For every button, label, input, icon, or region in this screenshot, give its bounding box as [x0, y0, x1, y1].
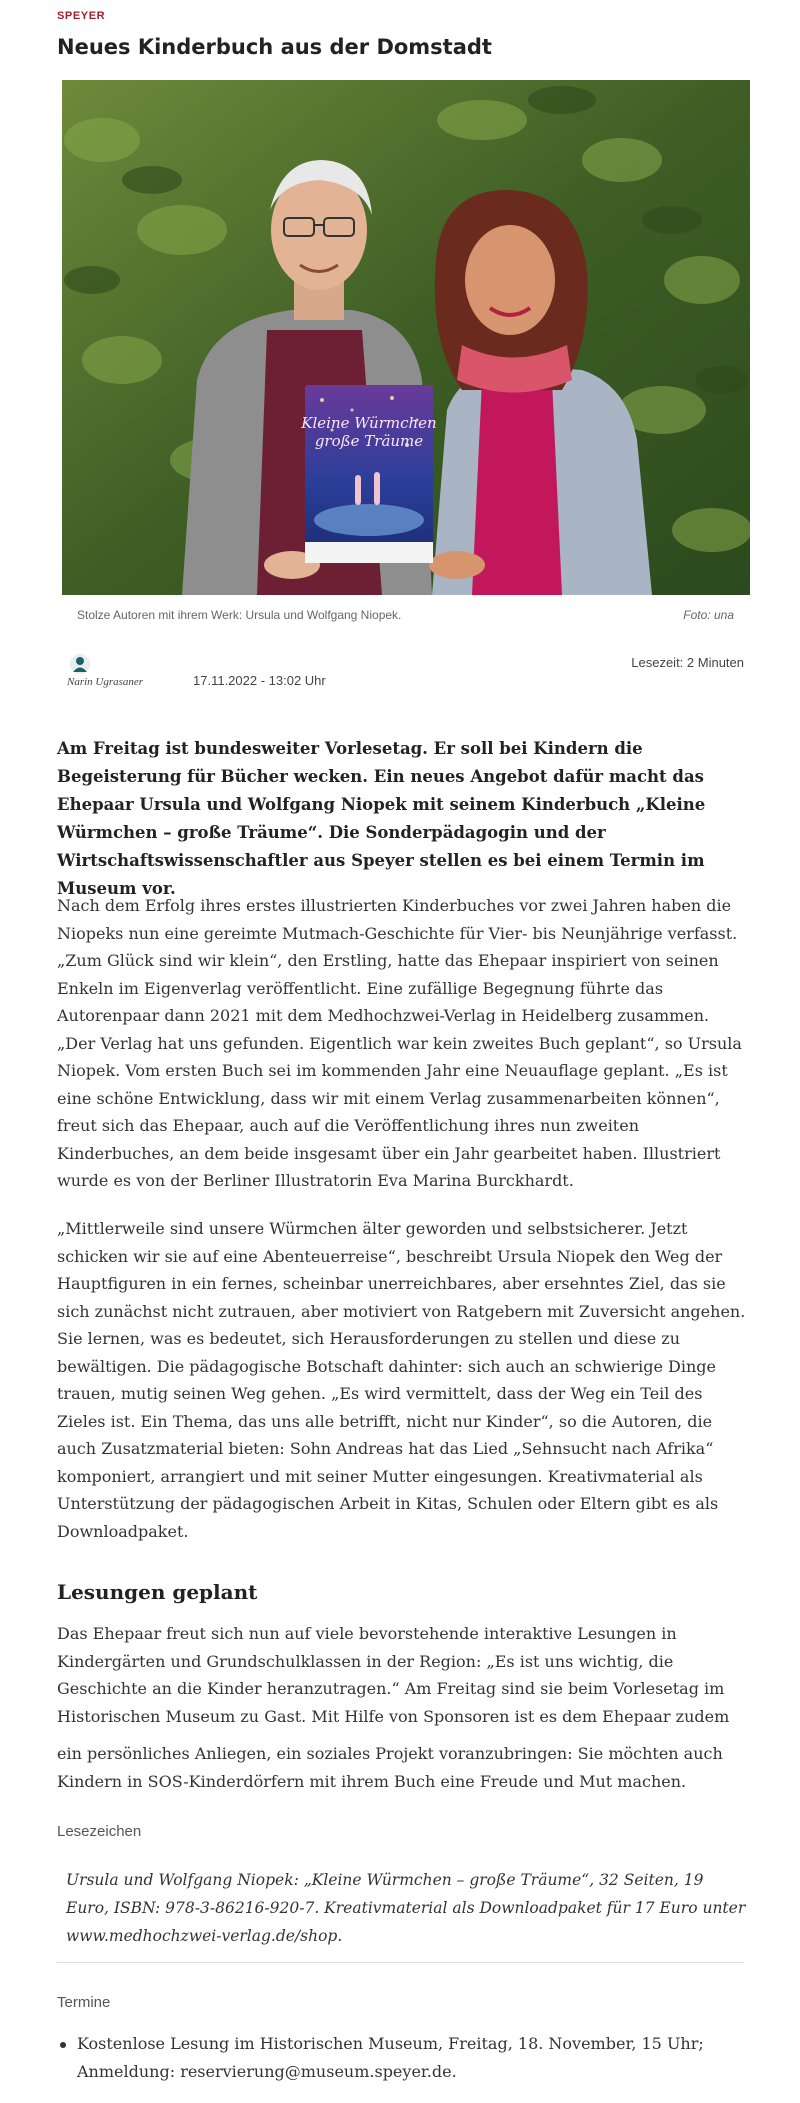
lesezeichen-label: Lesezeichen — [57, 1823, 142, 1840]
reading-time: Lesezeit: 2 Minuten — [631, 655, 744, 670]
photo-caption: Stolze Autoren mit ihrem Werk: Ursula und Wolfgang Niopek. — [77, 608, 402, 622]
lesezeichen-text: Ursula und Wolfgang Niopek: „Kleine Würmchen – große Träume“, 32 Seiten, 19 Euro, ISBN: 978-3-86216-920-7. Kreativmaterial als Downloadpaket für 17 Euro unter www.medhochzwei-verlag.de/shop. — [66, 1871, 746, 1945]
article-paragraph: „Mittlerweile sind unsere Würmchen älter geworden und selbstsicherer. Jetzt schicken wir sie auf eine Abenteuerreise“, beschreibt Ursula Niopek den Weg der Hauptfiguren in ein fernes, scheinbar unerreichbares, aber ersehntes Ziel, das sie sich zunächst nicht zutrauen, aber motiviert von Ratgebern mit Zuversicht angehen. Sie lernen, was es bedeutet, sich Herausforderungen zu stellen und diese zu bewältigen. Die pädagogische Botschaft dahinter: sich auch an schwierige Dinge trauen, mutig seinen Weg gehen. „Es wird vermittelt, dass der Weg ein Teil des Zieles ist. Ein Thema, das uns alle betrifft, nicht nur Kinder“, so die Autoren, die auch Zusatzmaterial bieten: Sohn Andreas hat das Lied „Sehnsucht nach Afrika“ komponiert, arrangiert und mit seiner Mutter eingesungen. Kreativmaterial als Unterstützung der pädagogischen Arbeit in Kitas, Schulen oder Eltern gibt es als Downloadpaket. — [57, 1219, 746, 1541]
article-paragraph: ein persönliches Anliegen, ein soziales Projekt voranzubringen: Sie möchten auch Kindern in SOS-Kinderdörfern mit ihrem Buch eine Freude und Mut machen. — [57, 1744, 723, 1791]
article-paragraph: Nach dem Erfolg ihres erstes illustrierten Kinderbuches vor zwei Jahren haben die Niopeks nun eine gereimte Mutmach-Geschichte für Vier- bis Neunjährige verfasst. „Zum Glück sind wir klein“, den Erstling, hatte das Ehepaar inspiriert von seinen Enkeln im Eigenverlag veröffentlicht. Eine zufällige Begegnung führte das Autorenpaar dann 2021 mit dem Medhochzwei-Verlag in Heidelberg zusammen. „Der Verlag hat uns gefunden. Eigentlich war kein zweites Buch geplant“, so Ursula Niopek. Vom ersten Buch sei im kommenden Jahr eine Neuauflage geplant. „Es ist eine schöne Entwicklung, dass wir mit einem Verlag zusammenarbeiten können“, freut sich das Ehepaar, auch auf die Veröffentlichung ihres nun zweiten Kinderbuches, an dem beide insgesamt über ein Jahr gearbeitet haben. Illustriert wurde es von der Berliner Illustratorin Eva Marina Burckhardt. — [57, 896, 742, 1190]
article-lead: Am Freitag ist bundesweiter Vorlesetag. Er soll bei Kindern die Begeisterung für Bücher wecken. Ein neues Angebot dafür macht das Ehepaar Ursula und Wolfgang Niopek mit seinem Kinderbuch „Kleine Würmchen – große Träume“. Die Sonderpädagogin und der Wirtschaftswissenschaftler aus Speyer stellen es bei einem Termin im Museum vor. — [57, 739, 706, 898]
author-avatar[interactable] — [70, 654, 90, 674]
book-title-line2: große Träume — [314, 432, 424, 450]
article-headline: Neues Kinderbuch aus der Domstadt — [57, 35, 492, 59]
photo-illustration — [62, 80, 750, 595]
article-photo[interactable] — [62, 80, 750, 595]
publish-date: 17.11.2022 - 13:02 Uhr — [193, 673, 326, 688]
bullet-icon — [60, 2042, 66, 2048]
article-kicker[interactable]: SPEYER — [57, 10, 106, 22]
termine-label: Termine — [57, 1994, 111, 2011]
article-subheading: Lesungen geplant — [57, 1580, 258, 1604]
termine-item — [57, 2030, 747, 2086]
termine-item-text[interactable]: Kostenlose Lesung im Historischen Museum, Freitag, 18. November, 15 Uhr; Anmeldung: reservierung@museum.speyer.de. — [77, 2034, 704, 2081]
article-paragraph: Das Ehepaar freut sich nun auf viele bevorstehende interaktive Lesungen in Kindergärten und Grundschulklassen in der Region: „Es ist uns wichtig, die Geschichte an die Kinder heranzutragen.“ Am Freitag sind sie beim Vorlesetag im Historischen Museum zu Gast. Mit Hilfe von Sponsoren ist es dem Ehepaar zudem — [57, 1624, 730, 1726]
photo-credit: Foto: una — [683, 608, 734, 622]
section-divider — [57, 1962, 744, 1963]
person-icon — [70, 654, 90, 674]
book-title-line1: Kleine Würmchen — [301, 414, 437, 432]
author-name[interactable]: Narin Ugrasaner — [67, 676, 144, 688]
termine-list — [57, 2030, 747, 2086]
